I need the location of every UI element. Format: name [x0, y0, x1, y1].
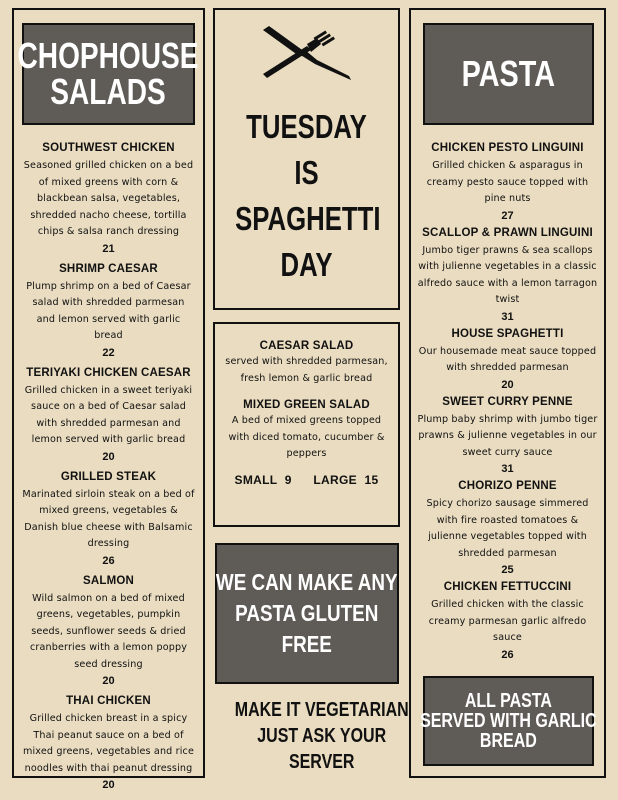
crossed-knife-fork-icon — [259, 24, 355, 80]
spaghetti-day-heading — [215, 104, 398, 288]
item-name: SCALLOP & PRAWN LINGUINI — [422, 226, 593, 239]
item-description: Wild salmon on a bed of mixed greens, vegetables, pumpkin seeds, sunflower seeds & dried cranberries with a lemon poppy seed dressing — [29, 592, 188, 670]
vegetarian-line2: JUST ASK YOUR — [257, 725, 387, 747]
item-price: 27 — [501, 209, 514, 222]
item-price: 20 — [102, 450, 115, 463]
salad-item-thai-chicken — [22, 695, 195, 791]
item-name: MIXED GREEN SALAD — [243, 399, 370, 411]
item-price: 21 — [102, 242, 115, 255]
pasta-list — [417, 142, 598, 661]
item-name: SOUTHWEST CHICKEN — [42, 142, 175, 154]
salad-item-salmon — [22, 575, 195, 688]
salads-title-line1: CHOPHOUSE — [18, 35, 199, 76]
promo-line1: TUESDAY — [246, 108, 367, 145]
item-description: Our housemade meat sauce topped with shredded parmesan — [418, 345, 597, 373]
item-description: Seasoned grilled chicken on a bed of mixed greens with corn & blackbean salsa, vegetables, shredded nacho cheese, tortilla chips & salsa ranch dressing — [23, 160, 194, 237]
garlic-line3: BREAD — [480, 730, 537, 752]
item-price: 20 — [102, 779, 115, 791]
item-description: Grilled chicken with the classic creamy parmesan garlic alfredo sauce — [428, 599, 587, 643]
item-name: CHICKEN PESTO LINGUINI — [431, 142, 584, 154]
salad-item-southwest-chicken — [22, 142, 195, 255]
pasta-title-box — [423, 23, 594, 125]
pasta-item-chicken-fettuccini — [417, 581, 598, 661]
item-name: THAI CHICKEN — [66, 695, 151, 707]
small-price: 9 — [284, 472, 292, 487]
large-label: LARGE — [313, 472, 357, 487]
promo-line4: DAY — [280, 246, 333, 283]
item-price: 22 — [102, 346, 115, 359]
small-label: SMALL — [234, 472, 278, 487]
item-price: 31 — [501, 310, 514, 323]
item-name: SWEET CURRY PENNE — [442, 395, 573, 408]
item-description: Plump baby shrimp with jumbo tiger prawns & julienne vegetables in our sweet curry sauce — [417, 413, 598, 458]
pasta-item-chorizo-penne — [417, 480, 598, 576]
side-salad-mixed-green — [223, 399, 390, 463]
pasta-item-house-spaghetti — [417, 328, 598, 391]
salads-list — [22, 142, 195, 791]
item-name: CHICKEN FETTUCCINI — [443, 581, 572, 593]
side-salad-prices — [223, 473, 390, 487]
salads-panel — [12, 8, 205, 791]
item-name: TERIYAKI CHICKEN CAESAR — [26, 366, 191, 379]
item-description: Plump shrimp on a bed of Caesar salad with shredded parmesan and lemon served with garlic bread — [26, 280, 191, 341]
large-price: 15 — [364, 472, 379, 487]
item-description: Jumbo tiger prawns & sea scallops with julienne vegetables in a classic alfredo sauce with a lemon tarragon twist — [417, 244, 598, 305]
promo-line2: IS — [294, 154, 319, 191]
gluten-line2: PASTA GLUTEN — [235, 600, 379, 626]
salad-item-grilled-steak — [22, 471, 195, 567]
item-price: 31 — [501, 463, 514, 475]
item-name: GRILLED STEAK — [60, 470, 157, 483]
side-salads-panel — [213, 322, 400, 527]
side-salad-caesar — [223, 340, 390, 387]
pasta-title: PASTA — [461, 53, 556, 94]
item-name: HOUSE SPAGHETTI — [451, 327, 564, 340]
vegetarian-line3: SERVER — [288, 751, 355, 773]
pasta-panel — [409, 8, 606, 778]
spaghetti-day-panel — [213, 8, 400, 310]
item-name: SHRIMP CAESAR — [59, 262, 158, 275]
item-price: 26 — [501, 648, 514, 661]
item-price: 20 — [501, 378, 514, 391]
garlic-bread-box — [420, 676, 597, 766]
item-name: CAESAR SALAD — [259, 340, 354, 352]
promo-line3: SPAGHETTI — [235, 200, 381, 237]
item-description: Grilled chicken & asparagus in creamy pesto sauce topped with pine nuts — [426, 160, 589, 204]
side-salads-list — [223, 340, 390, 487]
garlic-line1: ALL PASTA — [464, 690, 553, 712]
gluten-free-box — [215, 543, 399, 684]
pasta-item-scallop-prawn-linguini — [417, 227, 598, 323]
pasta-item-sweet-curry-penne — [417, 396, 598, 476]
vegetarian-line1: MAKE IT VEGETARIAN — [234, 699, 409, 721]
salads-title-box — [18, 23, 199, 125]
item-price: 25 — [501, 564, 514, 576]
salads-title-line2: SALADS — [50, 71, 167, 112]
gluten-line1: WE CAN MAKE ANY — [216, 569, 398, 595]
salad-item-shrimp-caesar — [22, 263, 195, 359]
item-price: 26 — [102, 554, 115, 567]
item-description: Marinated sirloin steak on a bed of mixed greens, vegetables & Danish blue cheese with Balsamic dressing — [22, 488, 195, 549]
item-description: A bed of mixed greens topped with diced tomato, cucumber & peppers — [228, 415, 385, 459]
item-name: CHORIZO PENNE — [458, 480, 557, 492]
item-name: SALMON — [82, 574, 135, 587]
salad-item-teriyaki-chicken-caesar — [22, 367, 195, 463]
item-description: Grilled chicken breast in a spicy Thai peanut sauce on a bed of mixed greens, vegetables and rice noodles with thai peanut dressing — [23, 713, 194, 774]
item-description: Grilled chicken in a sweet teriyaki sauce on a bed of Caesar salad with shredded parmesan and lemon served with garlic bread — [24, 384, 193, 445]
pasta-item-chicken-pesto-linguini — [417, 142, 598, 222]
vegetarian-note — [213, 697, 409, 775]
garlic-line2: SERVED WITH GARLIC — [420, 710, 597, 732]
item-description: served with shredded parmesan, fresh lemon & garlic bread — [225, 356, 388, 384]
item-price: 20 — [102, 675, 115, 687]
item-description: Spicy chorizo sausage simmered with fire roasted tomatoes & julienne vegetables topped with shredded parmesan — [426, 498, 589, 559]
gluten-line3: FREE — [281, 631, 333, 657]
